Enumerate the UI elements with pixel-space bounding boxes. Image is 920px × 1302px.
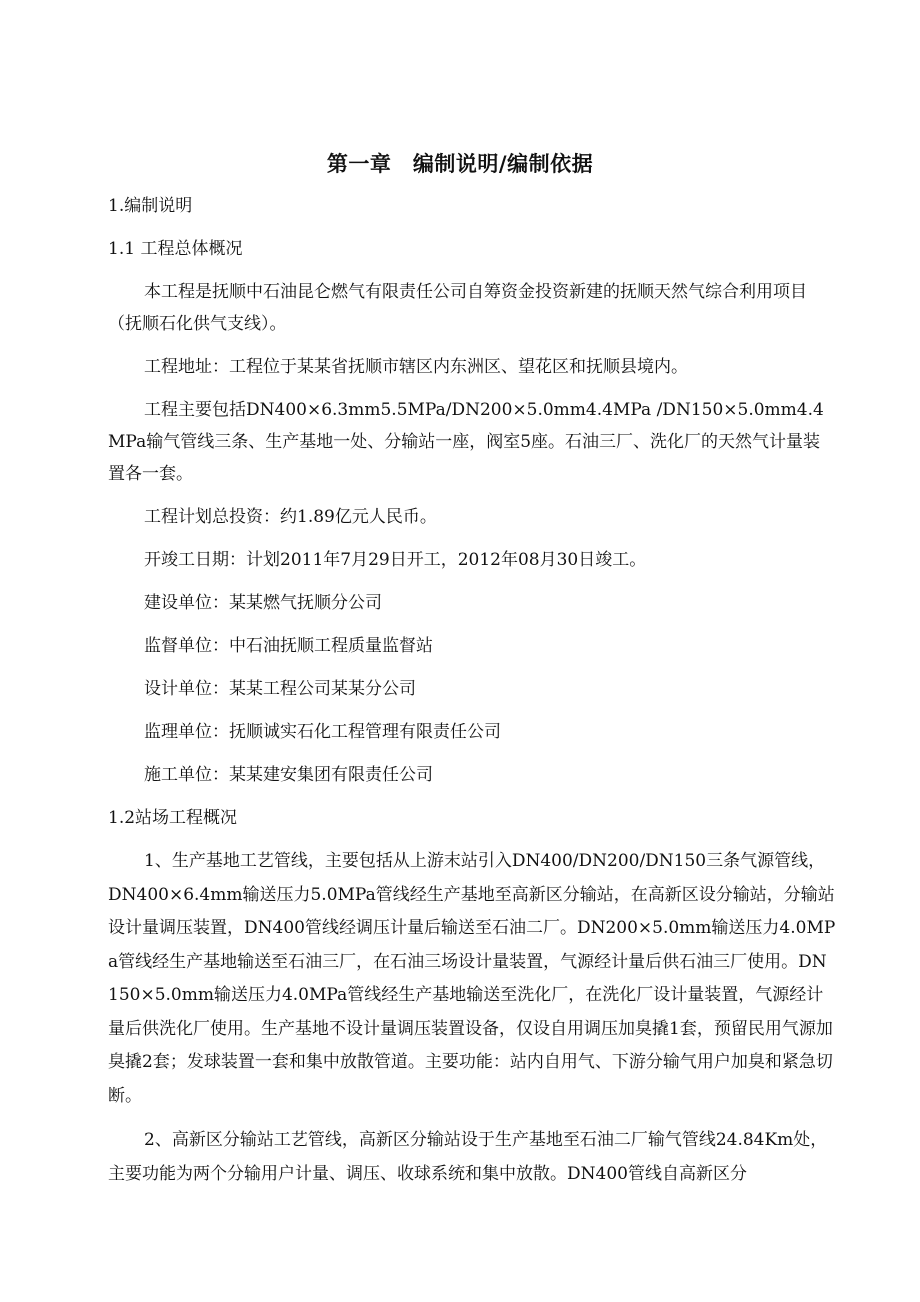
paragraph-project-intro: 本工程是抚顺中石油昆仑燃气有限责任公司自筹资金投资新建的抚顺天然气综合利用项目（抚顺石化供气支线）。: [108, 282, 807, 334]
paragraph-production-base: 1、生产基地工艺管线，主要包括从上游末站引入DN400/DN200/DN150三条气源管线，DN400×6.4mm输送压力5.0MPa管线经生产基地至高新区分输站，在高新区设分输站，分输站设计量调压装置，DN400管线经调压计量后输送至石油二厂。DN200×5.0mm输送压力4.0MPa管线经生产基地输送至石油三厂，在石油三场设计量装置，气源经计量后供石油三厂使用。DN150×5.0mm输送压力4.0MPa管线经生产基地输送至洗化厂，在洗化厂设计量装置，气源经计量后供洗化厂使用。生产基地不设计量调压装置设备，仅设自用调压加臭撬1套，预留民用气源加臭撬2套；发球装置一套和集中放散管道。主要功能：站内自用气、下游分输气用户加臭和紧急切断。: [108, 851, 836, 1106]
paragraph-project-scope: 工程主要包括DN400×6.3mm5.5MPa/DN200×5.0mm4.4MPa /DN150×5.0mm4.4MPa输气管线三条、生产基地一处、分输站一座，阀室5座。石油三厂、洗化厂的天然气计量装置各一套。: [108, 400, 824, 484]
section-heading-1-2: 1.2站场工程概况: [108, 808, 238, 828]
paragraph-hightech-station: 2、高新区分输站工艺管线，高新区分输站设于生产基地至石油二厂输气管线24.84Km处，主要功能为两个分输用户计量、调压、收球系统和集中放散。DN400管线自高新区分: [108, 1130, 828, 1184]
paragraph-inspection-unit: 监理单位：抚顺诚实石化工程管理有限责任公司: [144, 722, 501, 742]
paragraph-owner-unit: 建设单位：某某燃气抚顺分公司: [144, 593, 382, 613]
paragraph-design-unit: 设计单位：某某工程公司某某分公司: [144, 679, 416, 699]
paragraph-supervision-unit: 监督单位：中石油抚顺工程质量监督站: [144, 636, 433, 656]
section-heading-1-1: 1.1 工程总体概况: [108, 239, 243, 259]
chapter-title: 第一章 编制说明/编制依据: [326, 152, 594, 176]
paragraph-project-address: 工程地址：工程位于某某省抚顺市辖区内东洲区、望花区和抚顺县境内。: [144, 357, 688, 377]
section-heading-1: 1.编制说明: [108, 196, 193, 216]
paragraph-construction-unit: 施工单位：某某建安集团有限责任公司: [144, 765, 433, 785]
document-body: [108, 190, 836, 1202]
paragraph-schedule: 开竣工日期：计划2011年7月29日开工，2012年08月30日竣工。: [144, 550, 647, 570]
paragraph-investment: 工程计划总投资：约1.89亿元人民币。: [144, 507, 437, 527]
